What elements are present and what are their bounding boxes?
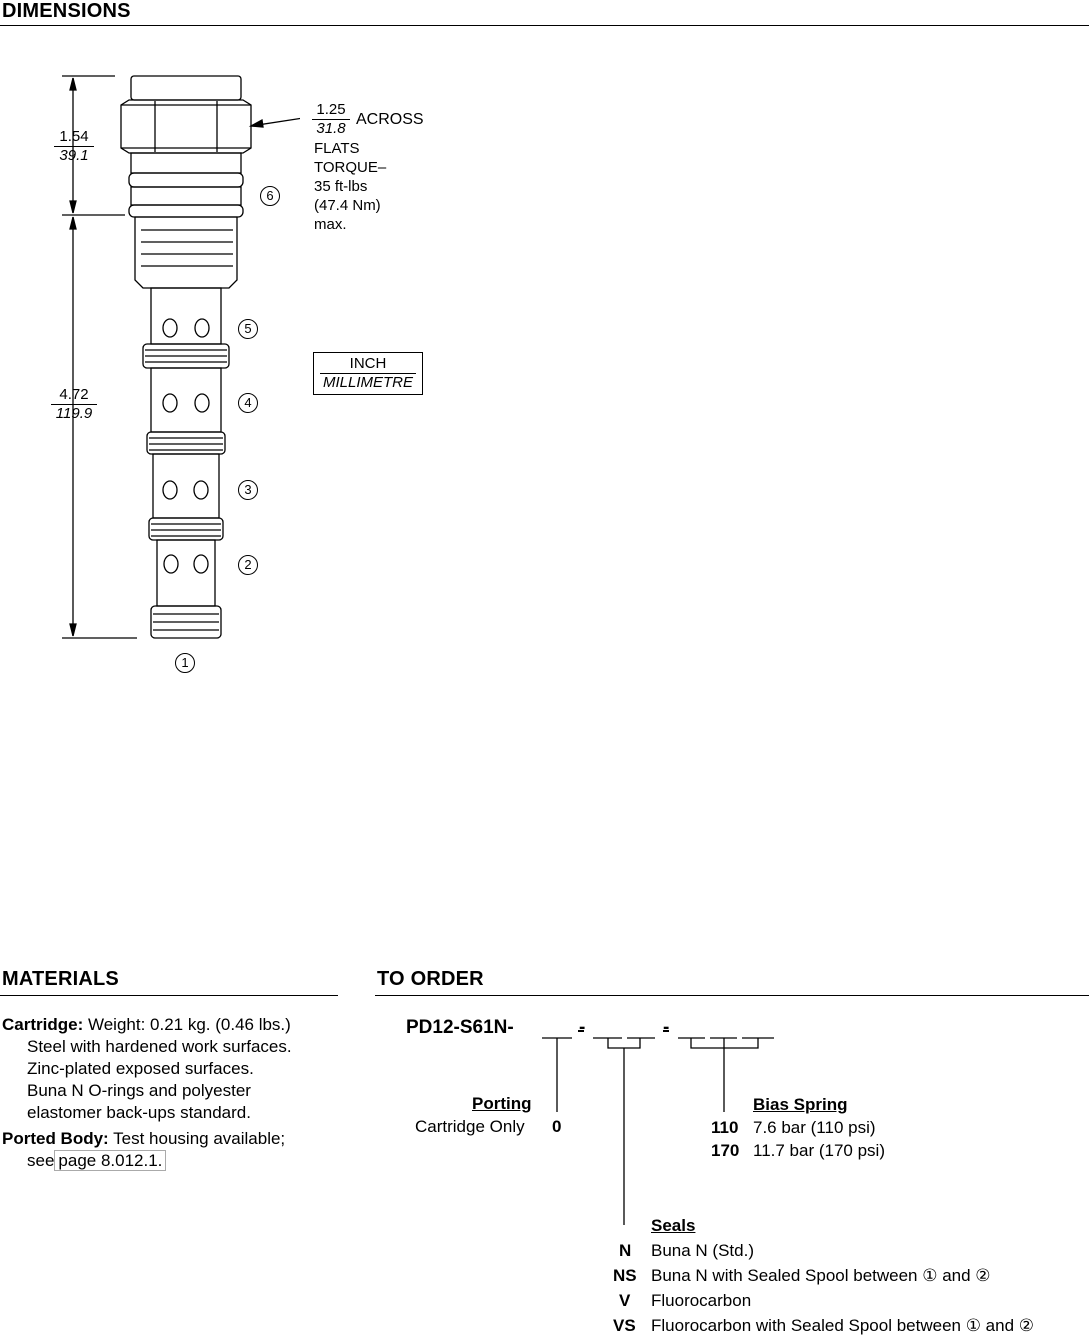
hex-note-line: FLATS <box>314 140 360 157</box>
ported-see: see <box>27 1151 55 1170</box>
units-inch: INCH <box>320 355 416 374</box>
seals-heading: Seals <box>651 1216 696 1235</box>
hex-dim-mm: 31.8 <box>316 120 346 137</box>
bias-desc: 7.6 bar (110 psi) <box>753 1118 876 1137</box>
materials-cartridge <box>2 1014 337 1124</box>
hex-note-line: 35 ft-lbs <box>314 178 368 195</box>
port-3-marker: 3 <box>238 480 258 500</box>
seals-desc: Buna N (Std.) <box>651 1241 754 1260</box>
port-4-marker: 4 <box>238 393 258 413</box>
seals-desc: Buna N with Sealed Spool between ① and ② <box>651 1266 991 1285</box>
cartridge-line: Steel with hardened work surfaces. <box>27 1037 292 1056</box>
cartridge-line: elastomer back-ups standard. <box>27 1103 251 1122</box>
top-dimension <box>54 128 94 165</box>
seals-code: NS <box>613 1266 637 1285</box>
seals-code: N <box>619 1241 632 1260</box>
hex-note-line: (47.4 Nm) <box>314 197 381 214</box>
ported-label: Ported Body: <box>2 1129 109 1148</box>
seals-desc: Fluorocarbon <box>651 1291 752 1310</box>
materials-rule <box>0 995 338 996</box>
seals-desc: Fluorocarbon with Sealed Spool between ① and ② <box>651 1316 1034 1335</box>
order-code: PD12-S61N- <box>406 1017 514 1038</box>
hex-note-line: TORQUE– <box>314 159 387 176</box>
cartridge-weight: Weight: 0.21 kg. (0.46 lbs.) <box>87 1015 291 1034</box>
bias-heading: Bias Spring <box>753 1095 848 1114</box>
units-mm: MILLIMETRE <box>322 374 413 391</box>
seals-code: VS <box>613 1316 636 1335</box>
cartridge-line: Zinc-plated exposed surfaces. <box>27 1059 254 1078</box>
seals-code: V <box>619 1291 631 1310</box>
order-rule <box>375 995 1089 996</box>
materials-ported-body <box>2 1128 337 1172</box>
porting-desc: Cartridge Only <box>415 1117 525 1136</box>
port-1-marker: 1 <box>175 653 195 673</box>
port-5-marker: 5 <box>238 319 258 339</box>
hex-dimension <box>312 101 350 138</box>
overall-dimension <box>51 386 97 423</box>
porting-heading: Porting <box>472 1094 532 1113</box>
dimensions-rule <box>0 25 1089 26</box>
cartridge-label: Cartridge: <box>2 1015 84 1034</box>
bias-code: 170 <box>711 1141 740 1160</box>
top-dim-mm: 39.1 <box>59 147 89 164</box>
cartridge-line: Buna N O-rings and polyester <box>27 1081 251 1100</box>
order-dash-1: - <box>579 1017 586 1038</box>
bias-code: 110 <box>711 1118 739 1137</box>
materials-title: MATERIALS <box>2 968 119 990</box>
top-dim-inch: 1.54 <box>54 128 94 147</box>
bias-desc: 11.7 bar (170 psi) <box>753 1141 885 1160</box>
hex-note <box>314 139 386 234</box>
order-code-brackets <box>530 1030 790 1235</box>
order-dash-2: - <box>663 1017 670 1038</box>
order-title: TO ORDER <box>377 968 484 990</box>
hex-across: ACROSS <box>356 111 424 128</box>
overall-dim-mm: 119.9 <box>55 405 93 422</box>
dimensions-title: DIMENSIONS <box>2 0 131 22</box>
units-legend <box>313 352 423 395</box>
hex-note-line: max. <box>314 216 347 233</box>
porting-code: 0 <box>552 1117 562 1136</box>
hex-dim-inch: 1.25 <box>312 101 350 120</box>
cartridge-drawing <box>0 60 300 690</box>
ported-text: Test housing available; <box>113 1129 286 1148</box>
port-2-marker: 2 <box>238 555 258 575</box>
overall-dim-inch: 4.72 <box>51 386 97 405</box>
port-6-marker: 6 <box>260 186 280 206</box>
page-link[interactable]: page 8.012.1. <box>54 1150 166 1171</box>
